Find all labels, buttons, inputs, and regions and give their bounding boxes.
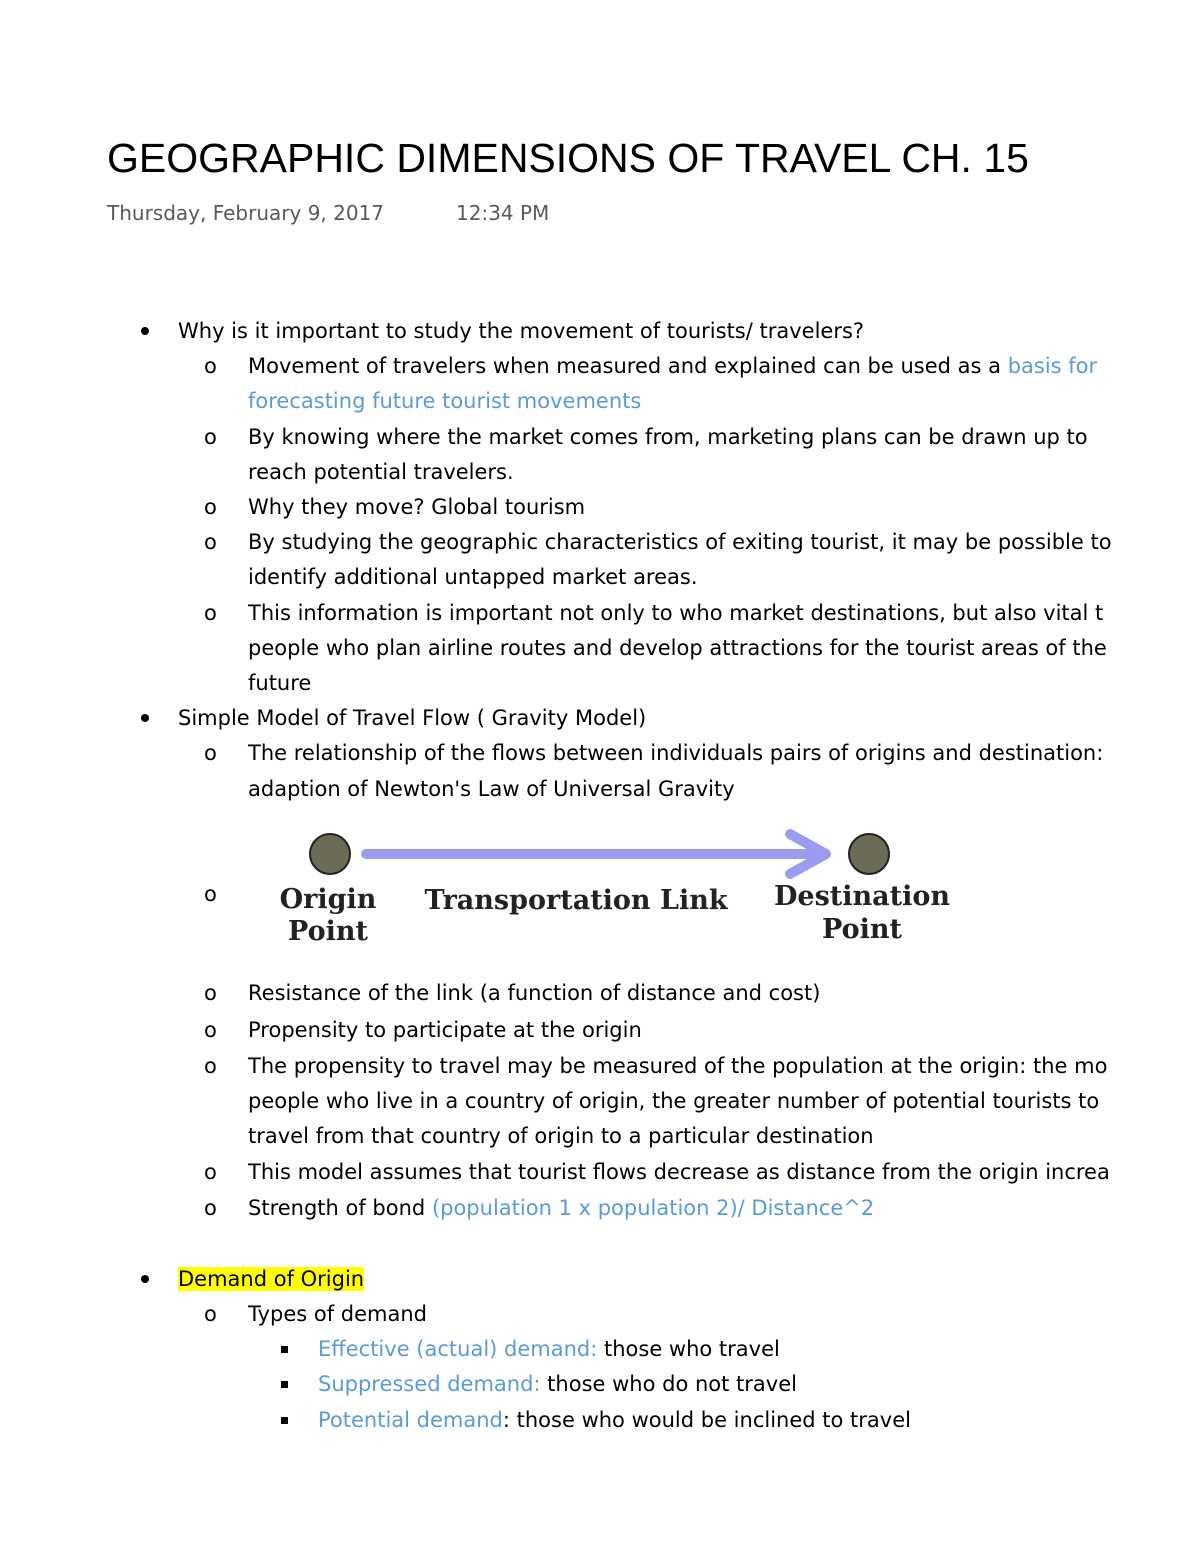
outline-line xyxy=(248,633,1107,663)
origin-label-line2: Point xyxy=(288,916,368,947)
link-label: Transportation Link xyxy=(424,885,728,916)
text-run: those who travel xyxy=(597,1337,780,1361)
outline-line xyxy=(318,1334,780,1364)
circle-marker: o xyxy=(204,1302,217,1326)
blue-text: Potential demand xyxy=(318,1408,503,1432)
outline-line xyxy=(248,1299,427,1329)
outline-line xyxy=(248,774,735,804)
text-run: The propensity to travel may be measured of the population at the origin: the mo xyxy=(248,1054,1108,1078)
text-run: identify additional untapped market areas. xyxy=(248,565,698,589)
outline-line xyxy=(248,738,1103,768)
outline-line xyxy=(178,703,646,733)
square-marker xyxy=(281,1381,288,1388)
circle-marker: o xyxy=(204,354,217,378)
bullet-marker xyxy=(141,714,149,722)
gravity-model-diagram xyxy=(270,812,970,962)
text-run: Propensity to participate at the origin xyxy=(248,1018,642,1042)
outline-line xyxy=(318,1405,911,1435)
outline-line xyxy=(248,527,1112,557)
circle-marker: o xyxy=(204,425,217,449)
outline-line xyxy=(248,386,641,416)
text-run: those who do not travel xyxy=(540,1372,797,1396)
text-run: people who plan airline routes and develop attractions for the tourist areas of the xyxy=(248,636,1107,660)
circle-marker: o xyxy=(204,1196,217,1220)
outline-line xyxy=(248,1051,1107,1081)
origin-node xyxy=(310,834,350,874)
outline-line xyxy=(318,1369,797,1399)
text-run: Why is it important to study the movement of tourists/ travelers? xyxy=(178,319,865,343)
circle-marker: o xyxy=(204,601,217,625)
text-run: : those who would be inclined to travel xyxy=(502,1408,911,1432)
text-run: Strength of bond xyxy=(248,1196,432,1220)
circle-marker: o xyxy=(204,1054,217,1078)
outline-line xyxy=(248,351,1097,381)
circle-marker: o xyxy=(204,530,217,554)
circle-marker: o xyxy=(204,495,217,519)
square-marker xyxy=(281,1417,288,1424)
highlighted-text: Demand of Origin xyxy=(178,1267,365,1291)
blue-text: Suppressed demand: xyxy=(318,1372,541,1396)
outline-line xyxy=(248,1121,874,1151)
outline-line xyxy=(178,1264,364,1294)
text-run: Simple Model of Travel Flow ( Gravity Model) xyxy=(178,706,647,730)
outline-line xyxy=(248,668,311,698)
outline-line xyxy=(248,598,1103,628)
outline-line xyxy=(248,562,698,592)
outline-line xyxy=(248,492,585,522)
outline-line xyxy=(248,978,820,1008)
origin-label-line1: Origin xyxy=(279,884,377,915)
bullet-marker xyxy=(141,327,149,335)
circle-marker: o xyxy=(204,1018,217,1042)
circle-marker: o xyxy=(204,1160,217,1184)
text-run: people who live in a country of origin, the greater number of potential tourists to xyxy=(248,1089,1100,1113)
text-run: future xyxy=(248,671,312,695)
destination-label-line2: Point xyxy=(822,914,902,945)
text-run: Types of demand xyxy=(248,1302,427,1326)
blue-text: basis for xyxy=(1007,354,1098,378)
destination-label-line1: Destination xyxy=(773,881,951,912)
text-run: reach potential travelers. xyxy=(248,460,514,484)
outline-line xyxy=(248,422,1088,452)
outline-line xyxy=(248,1157,1110,1187)
text-run: travel from that country of origin to a particular destination xyxy=(248,1124,874,1148)
text-run: This model assumes that tourist flows decrease as distance from the origin increa xyxy=(248,1160,1110,1184)
text-run: This information is important not only to who market destinations, but also vital t xyxy=(248,601,1104,625)
blue-text: Effective (actual) demand: xyxy=(318,1337,598,1361)
bullet-marker xyxy=(141,1275,149,1283)
circle-marker: o xyxy=(204,981,217,1005)
text-run: The relationship of the flows between individuals pairs of origins and destination: xyxy=(248,741,1104,765)
text-run: By knowing where the market comes from, marketing plans can be drawn up to xyxy=(248,425,1088,449)
circle-marker: o xyxy=(204,882,217,906)
note-time: 12:34 PM xyxy=(456,201,550,225)
outline-line xyxy=(248,1193,874,1223)
outline-line xyxy=(178,316,864,346)
page-title: GEOGRAPHIC DIMENSIONS OF TRAVEL CH. 15 xyxy=(107,135,1029,181)
text-run: Resistance of the link (a function of distance and cost) xyxy=(248,981,821,1005)
blue-text: forecasting future tourist movements xyxy=(248,389,642,413)
note-date: Thursday, February 9, 2017 xyxy=(107,201,385,225)
text-run: Movement of travelers when measured and explained can be used as a xyxy=(248,354,1008,378)
blue-text: (population 1 x population 2)/ Distance^2 xyxy=(431,1196,875,1220)
text-run: adaption of Newton's Law of Universal Gravity xyxy=(248,777,735,801)
destination-node xyxy=(849,834,889,874)
outline-line xyxy=(248,457,514,487)
text-run: Why they move? Global tourism xyxy=(248,495,586,519)
outline-line xyxy=(248,1086,1099,1116)
outline-line xyxy=(248,1015,642,1045)
square-marker xyxy=(281,1346,288,1353)
circle-marker: o xyxy=(204,741,217,765)
text-run: By studying the geographic characteristics of exiting tourist, it may be possible to xyxy=(248,530,1112,554)
